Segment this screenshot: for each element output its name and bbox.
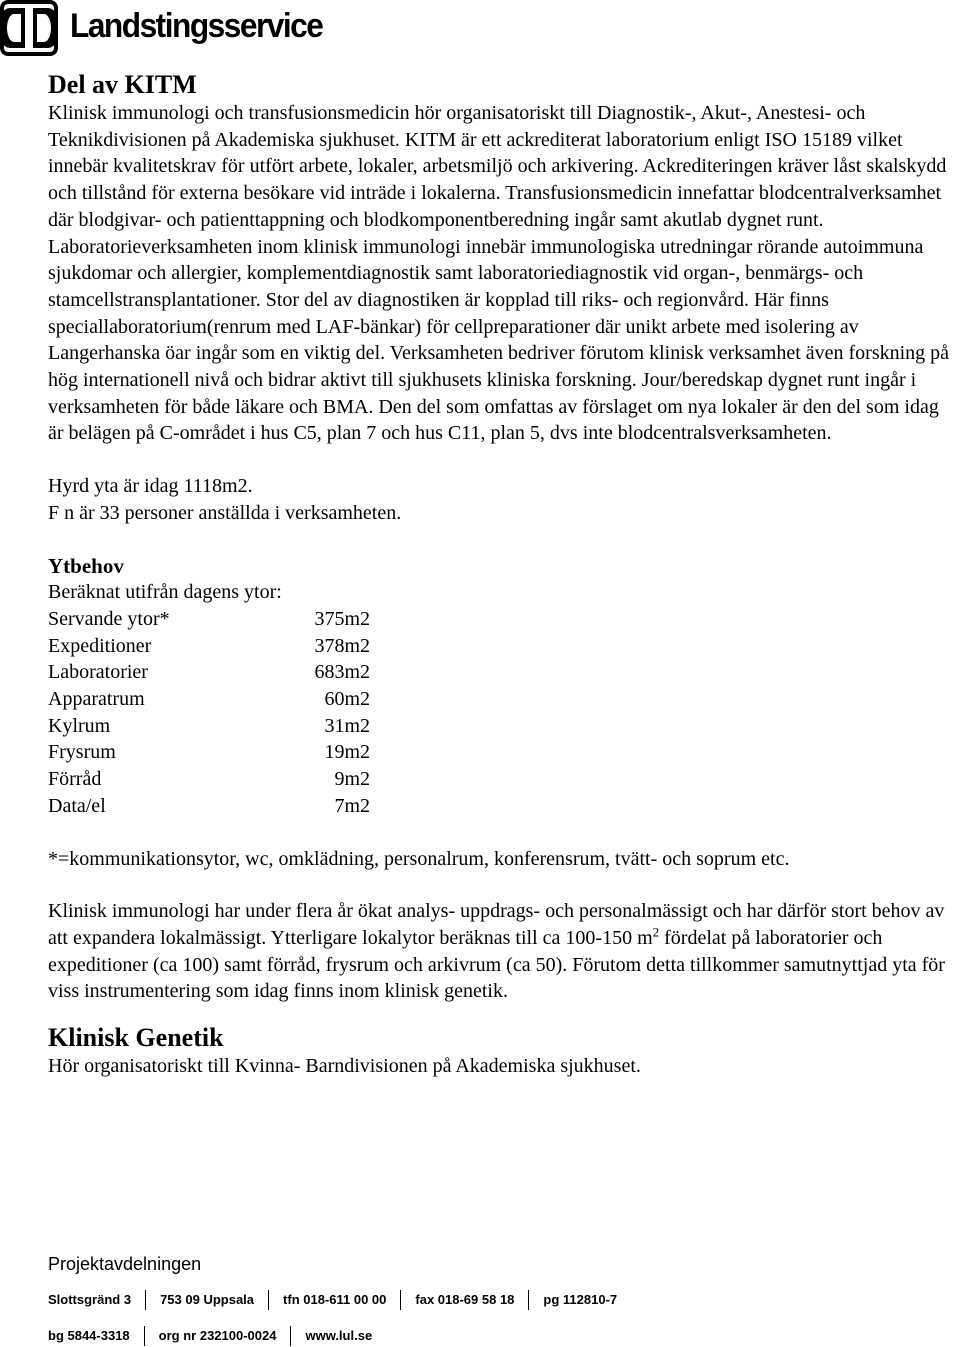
header-logo <box>0 0 341 56</box>
space-row <box>48 766 370 793</box>
space-name: Kylrum <box>48 714 111 737</box>
needs-intro: Beräknat utifrån dagens ytor: <box>48 581 282 604</box>
document-body <box>48 70 958 1080</box>
footer-fax: fax 018-69 58 18 <box>400 1290 528 1310</box>
space-name: Servande ytor* <box>48 607 170 630</box>
logo-text: Landstingsservice <box>70 6 323 45</box>
space-value: 60m2 <box>324 688 370 711</box>
expansion-text-2: fördelat på laboratorier och expeditioner (ca 100) samt förråd, frysrum och arkivrum (ca 50). Förutom detta tillkommer samutnyttjad yta för viss instrumentering som idag finns inom klinisk genetik. <box>48 926 945 1003</box>
footer-phone: tfn 018-611 00 00 <box>268 1290 400 1310</box>
space-name: Frysrum <box>48 741 116 764</box>
space-value: 7m2 <box>334 794 370 817</box>
space-row <box>48 713 370 740</box>
footer-bg: bg 5844-3318 <box>48 1328 130 1343</box>
staff-line: F n är 33 personer anställda i verksamheten. <box>48 501 402 524</box>
footer-department: Projektavdelningen <box>48 1254 202 1274</box>
space-value: 378m2 <box>314 634 370 657</box>
expansion-superscript: 2 <box>652 924 660 940</box>
space-value: 9m2 <box>334 768 370 791</box>
space-name: Data/el <box>48 794 106 817</box>
space-row <box>48 633 370 660</box>
expansion-text-1: Klinisk immunologi har under flera år ökat analys- uppdrags- och personalmässigt och har därför stort behov av att expandera lokalmässigt. Ytterligare lokalytor beräknas till ca 100-150 m <box>48 900 945 949</box>
footer-orgnr: org nr 232100-0024 <box>144 1326 291 1346</box>
space-name: Förråd <box>48 768 102 791</box>
area-line: Hyrd yta är idag 1118m2. <box>48 475 253 498</box>
space-value: 31m2 <box>324 714 370 737</box>
space-table <box>48 606 370 820</box>
footer-address: Slottsgränd 3 <box>48 1292 132 1307</box>
genetik-heading: Klinisk Genetik <box>48 1023 224 1053</box>
space-row <box>48 739 370 766</box>
space-row <box>48 686 370 713</box>
kitm-heading: Del av KITM <box>48 70 197 99</box>
kitm-paragraph: Klinisk immunologi och transfusionsmedicin hör organisatoriskt till Diagnostik-, Akut-, Anestesi- och Teknikdivisionen på Akademiska sjukhuset. KITM är ett ackrediterat laboratorium enligt ISO 15189 vilket innebär kvalitetskrav för utfört arbete, lokaler, arbetsmiljö och arkivering. Ackrediteringen kräver låst skalskydd och tillstånd för externa besökare vid inträde i lokalerna. Transfusionsmedicin innefattar blodcentralverksamhet där blodgivar- och patienttappning och blodkomponentberedning ingår samt akutlab dygnet runt. Laboratorieverksamheten inom klinisk immunologi innebär immunologiska utredningar rörande autoimmuna sjukdomar och allergier, komplementdiagnostik samt laboratoriediagnostik vid organ-, benmärgs- och stamcellstransplantationer. Stor del av diagnostiken är kopplad till riks- och regionvård. Här finns speciallaboratorium(renrum med LAF-bänkar) för cellpreparationer där unikt arbete med isolering av Langerhanska öar ingår som en viktig del. Verksamheten bedriver förutom klinisk verksamhet även forskning på hög internationell nivå och bidrar aktivt till sjukhusets kliniska forskning. Jour/beredskap dygnet runt ingår i verksamheten för både läkare och BMA. Den del som omfattas av förslaget om nya lokaler är den del som idag är belägen på C-området i hus C5, plan 7 och hus C11, plan 5, dvs inte blodcentralsverksamheten. <box>48 102 950 445</box>
footnote: *=kommunikationsytor, wc, omklädning, personalrum, konferensrum, tvätt- och soprum etc. <box>48 847 790 870</box>
space-name: Laboratorier <box>48 661 148 684</box>
landstingsservice-logo-icon <box>0 0 58 56</box>
page-footer <box>48 1253 948 1347</box>
space-row <box>48 606 370 633</box>
footer-website[interactable]: www.lul.se <box>290 1326 386 1346</box>
needs-heading: Ytbehov <box>48 553 124 578</box>
space-value: 683m2 <box>314 661 370 684</box>
footer-line-1 <box>48 1289 948 1311</box>
expansion-paragraph <box>48 898 958 1005</box>
space-name: Expeditioner <box>48 634 152 657</box>
space-row <box>48 793 370 820</box>
footer-pg: pg 112810-7 <box>528 1290 631 1310</box>
genetik-text: Hör organisatoriskt till Kvinna- Barndivisionen på Akademiska sjukhuset. <box>48 1055 641 1078</box>
footer-postal: 753 09 Uppsala <box>145 1290 268 1310</box>
space-value: 19m2 <box>324 741 370 764</box>
space-value: 375m2 <box>314 607 370 630</box>
space-name: Apparatrum <box>48 688 145 711</box>
footer-line-2 <box>48 1325 948 1347</box>
space-row <box>48 659 370 686</box>
